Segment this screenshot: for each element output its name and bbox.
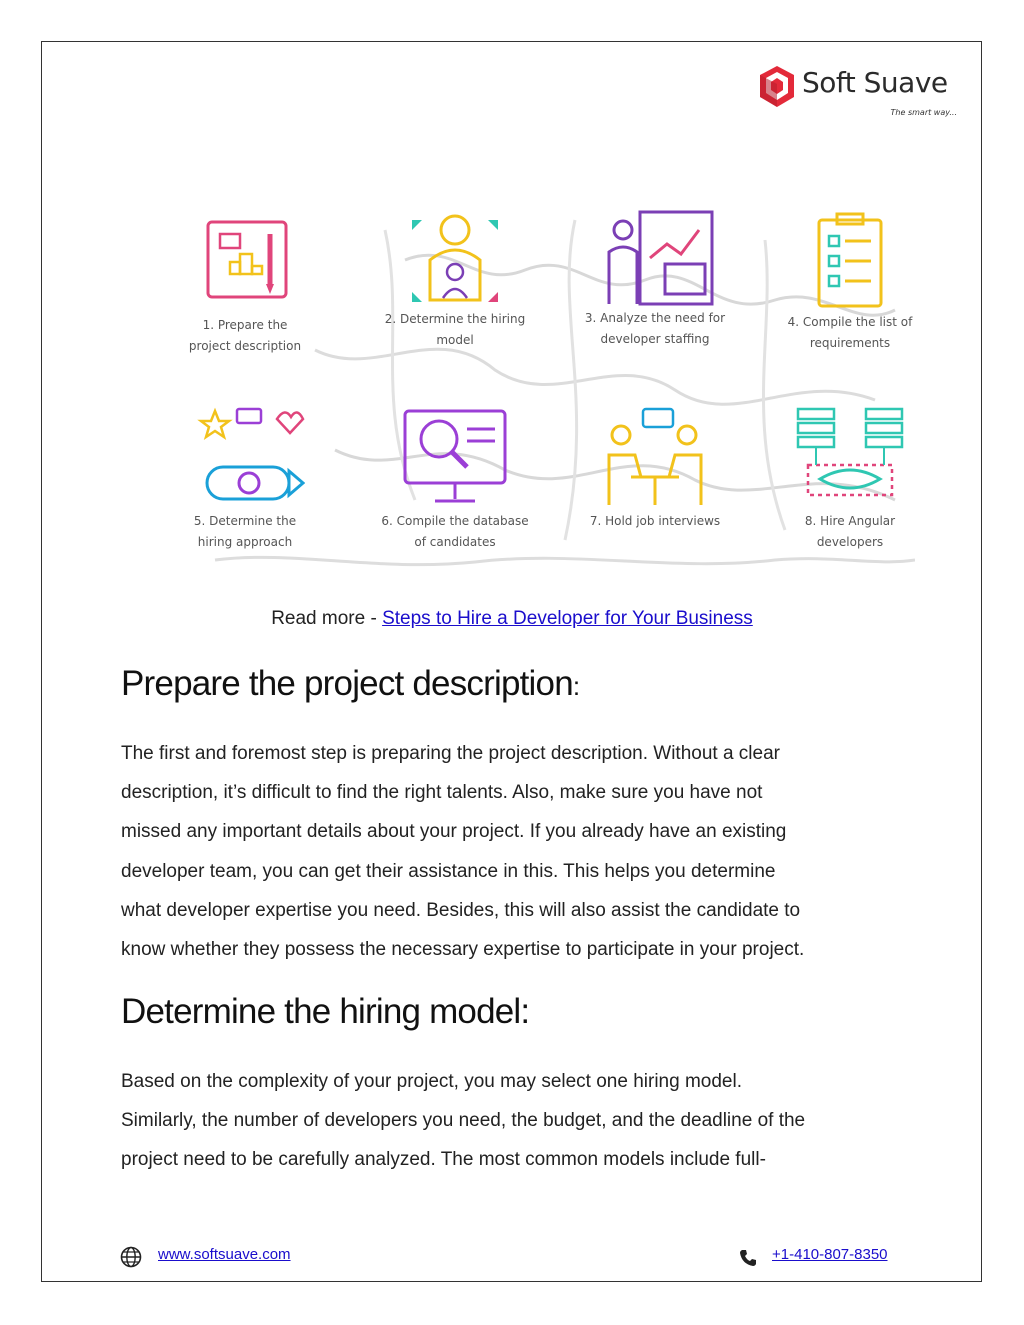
brand-tagline: The smart way...	[890, 108, 957, 117]
globe-icon	[120, 1246, 142, 1268]
section-heading-hiring-model: Determine the hiring model:	[121, 992, 530, 1031]
step-4	[765, 212, 935, 354]
step-6	[370, 405, 540, 553]
step-label: 3. Analyze the need for developer staffing	[584, 311, 726, 346]
step-8	[765, 405, 935, 553]
read-more-prefix: Read more -	[271, 608, 383, 629]
step-3	[570, 208, 740, 350]
interview-icon	[595, 405, 715, 513]
footer-website	[120, 1246, 291, 1273]
blueprint-icon	[190, 214, 300, 309]
brand-name: Soft Suave	[802, 66, 948, 99]
step-label: 1. Prepare the project description	[188, 318, 302, 353]
step-label: 7. Hold job interviews	[589, 514, 721, 528]
presentation-chart-icon	[595, 208, 715, 310]
step-5	[160, 405, 330, 553]
cube-logo-icon	[758, 64, 796, 110]
hiring-steps-infographic	[175, 200, 915, 572]
section-heading-project-description: Prepare the project description:	[121, 664, 580, 703]
website-link[interactable]: www.softsuave.com	[158, 1246, 291, 1263]
section-paragraph-project-description: The first and foremost step is preparing the project description. Without a clear description, it’s difficult to find the right talents. Also, make sure you have not missed any important details about your project. If you already have an existing developer team, you can get their assistance in this. This helps you determine what developer expertise you need. Besides, this will also assist the candidate to know whether they possess the necessary expertise to participate in your project.	[121, 743, 805, 961]
checklist-clipboard-icon	[805, 212, 895, 310]
read-more-link[interactable]: Steps to Hire a Developer for Your Business	[382, 608, 753, 629]
step-label: 4. Compile the list of requirements	[787, 315, 913, 350]
step-label: 6. Compile the database of candidates	[381, 514, 529, 549]
handshake-icon	[790, 405, 910, 513]
step-label: 8. Hire Angular developers	[804, 514, 896, 549]
brand-logo[interactable]	[758, 64, 963, 120]
step-label: 2. Determine the hiring model	[384, 312, 526, 347]
person-target-icon	[400, 210, 510, 310]
monitor-search-icon	[395, 405, 515, 513]
read-more-line	[0, 608, 1024, 630]
step-1	[160, 214, 330, 357]
step-7	[570, 405, 740, 532]
step-label: 5. Determine the hiring approach	[193, 514, 297, 549]
section-paragraph-hiring-model: Based on the complexity of your project, you may select one hiring model. Similarly, the number of developers you need, the budget, and the deadline of the project need to be carefully analyzed. The most common models include full-	[121, 1071, 806, 1171]
gear-pencil-icon	[185, 405, 305, 513]
phone-icon	[738, 1248, 758, 1268]
phone-link[interactable]: +1-410-807-8350	[772, 1246, 888, 1263]
step-2	[370, 210, 540, 351]
